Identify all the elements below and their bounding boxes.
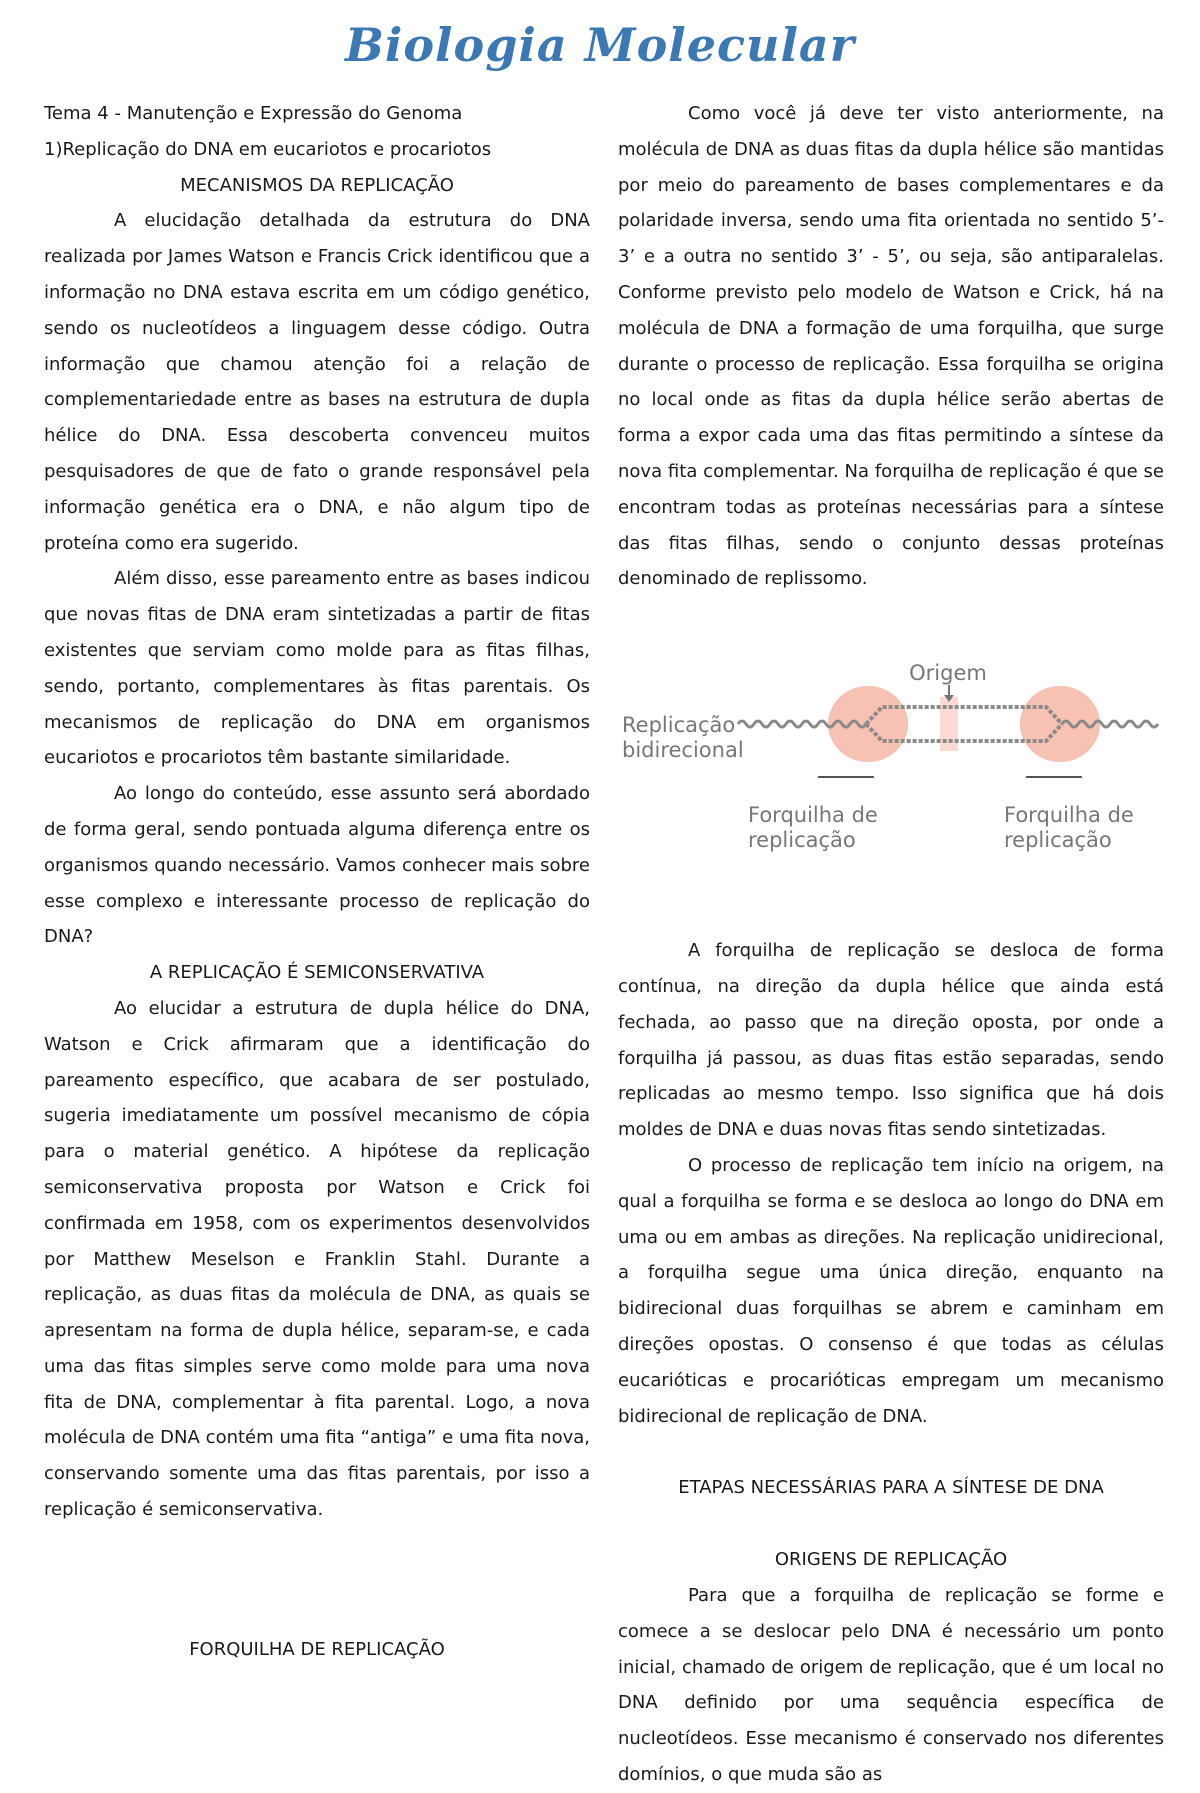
topic-line: Tema 4 - Manutenção e Expressão do Genoma [44,103,463,124]
paragraph: O processo de replicação tem início na origem, na qual a forquilha se forma e se desloca ao longo do DNA em uma ou em ambas as direções. Na replicação unidirecional, a forquilha segue uma única direção, enquanto na bidirecional duas forquilhas se abrem e caminham em direções opostas. O consenso é que todas as células eucarióticas e procarióticas empregam um mecanismo bidirecional de replicação de DNA. [618,1154,1164,1427]
label-origem: Origem [909,661,987,686]
label-replicacao-bidirecional: Replicação bidirecional [622,713,744,763]
fork-highlight-right [1020,686,1100,762]
label-forquilha-left: Forquilha de replicação [748,803,878,853]
subtopic-line: 1)Replicação do DNA em eucariotos e procariotos [44,138,492,160]
right-column [618,96,1164,1793]
label-forquilha-right: Forquilha de replicação [1004,803,1134,853]
replication-figure [618,653,1164,883]
section-heading-semiconservativa: A REPLICAÇÃO É SEMICONSERVATIVA [149,962,485,984]
section-heading-mecanismos: MECANISMOS DA REPLICAÇÃO [180,174,454,196]
paragraph: Para que a forquilha de replicação se forme e comece a se deslocar pelo DNA é necessário um ponto inicial, chamado de origem de replicação, que é um local no DNA definido por uma sequência específica de nucleotídeos. Esse mecanismo é conservado nos diferentes domínios, o que muda são as [618,1584,1164,1785]
paragraph: A elucidação detalhada da estrutura do DNA realizada por James Watson e Francis Crick identificou que a informação no DNA estava escrita em um código genético, sendo os nucleotídeos a linguagem desse código. Outra informação que chamou atenção foi a relação de complementariedade entre as bases na estrutura de dupla hélice do DNA. Essa descoberta convenceu muitos pesquisadores de que de fato o grande responsável pela informação genética era o DNA, e não algum tipo de proteína como era sugerido. [44,210,590,554]
paragraph: Como você já deve ter visto anteriormente, na molécula de DNA as duas fitas da dupla hélice são mantidas por meio do pareamento de bases complementares e da polaridade inversa, sendo uma fita orientada no sentido 5’- 3’ e a outra no sentido 3’ - 5’, ou seja, são antiparalelas. Conforme previsto pelo modelo de Watson e Crick, há na molécula de DNA a formação de uma forquilha, que surge durante o processo de replicação. Essa forquilha se origina no local onde as fitas da dupla hélice serão abertas de forma a expor cada uma das fitas permitindo a síntese da nova fita complementar. Na forquilha de replicação é que se encontram todas as proteínas necessárias para a síntese das fitas filhas, sendo o conjunto dessas proteínas denominado de replissomo. [618,103,1164,590]
paragraph: A forquilha de replicação se desloca de forma contínua, na direção da dupla hélice que ainda está fechada, ao passo que na direção oposta, por onde a forquilha já passou, as duas fitas estão separadas, sendo replicadas ao mesmo tempo. Isso significa que há dois moldes de DNA e duas novas fitas sendo sintetizadas. [618,940,1164,1141]
paragraph: Ao elucidar a estrutura de dupla hélice do DNA, Watson e Crick afirmaram que a identificação do pareamento específico, que acabara de ser postulado, sugeria imediatamente um possível mecanismo de cópia para o material genético. A hipótese da replicação semiconservativa proposta por Watson e Crick foi confirmada em 1958, com os experimentos desenvolvidos por Matthew Meselson e Franklin Stahl. Durante a replicação, as duas fitas da molécula de DNA, as quais se apresentam na forma de dupla hélice, separam-se, e cada uma das fitas simples serve como molde para uma nova fita de DNA, complementar à fita parental. Logo, a nova molécula de DNA contém uma fita “antiga” e uma fita nova, conservando somente uma das fitas parentais, por isso a replicação é semiconservativa. [44,997,590,1521]
section-heading-forquilha: FORQUILHA DE REPLICAÇÃO [189,1639,445,1660]
section-heading-origens: ORIGENS DE REPLICAÇÃO [774,1549,1008,1571]
section-heading-etapas: ETAPAS NECESSÁRIAS PARA A SÍNTESE DE DNA [678,1477,1104,1499]
paragraph: Além disso, esse pareamento entre as bases indicou que novas fitas de DNA eram sintetizadas a partir de fitas existentes que serviam como molde para as fitas filhas, sendo, portanto, complementares às fitas parentais. Os mecanismos de replicação do DNA em organismos eucariotos e procariotos têm bastante similaridade. [44,568,590,769]
page-title: Biologia Molecular [345,18,855,72]
paragraph: Ao longo do conteúdo, esse assunto será abordado de forma geral, sendo pontuada alguma diferença entre os organismos quando necessário. Vamos conhecer mais sobre esse complexo e interessante processo de replicação do DNA? [44,783,590,948]
left-column [44,96,590,1528]
